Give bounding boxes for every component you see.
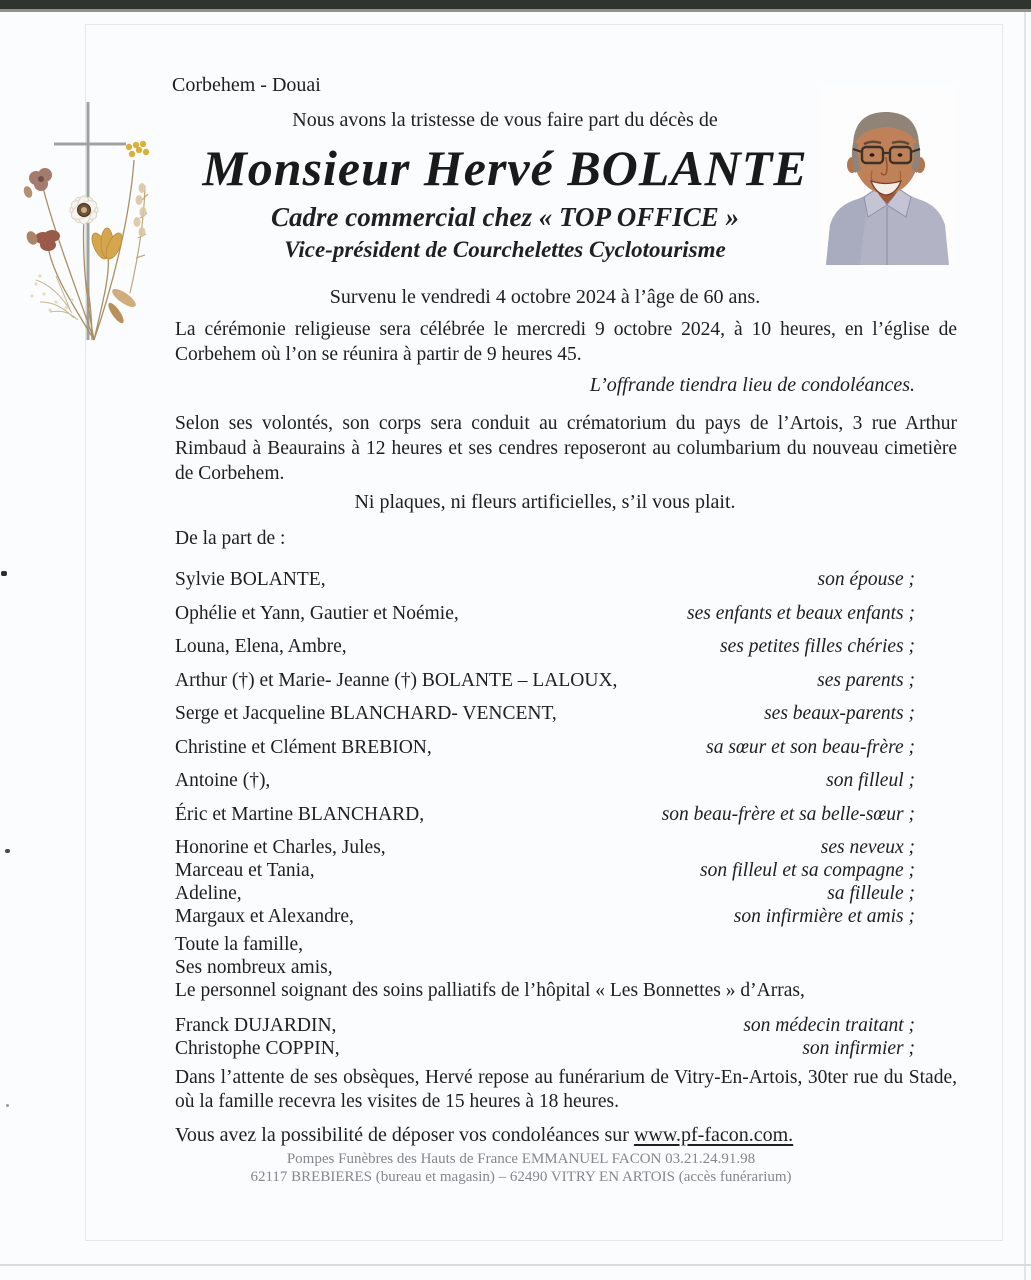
- family-name: Serge et Jacqueline BLANCHARD- VENCENT,: [175, 703, 557, 724]
- family-list: [175, 568, 915, 1060]
- family-row: [175, 1014, 915, 1037]
- resting-place-paragraph: Dans l’attente de ses obsèques, Hervé repose au funérarium de Vitry-En-Artois, 30ter rue du Stade, où la famille recevra les visites de 15 heures à 18 heures.: [175, 1067, 957, 1112]
- family-row: [175, 568, 915, 591]
- family-relation: sa filleule ;: [827, 883, 915, 904]
- family-row: [175, 635, 915, 658]
- scan-speck: [6, 1104, 9, 1107]
- family-relation: ses neveux ;: [820, 837, 915, 858]
- paper-edge-bottom: [0, 1264, 1031, 1266]
- family-name: Margaux et Alexandre,: [175, 906, 354, 927]
- family-name: Louna, Elena, Ambre,: [175, 636, 347, 657]
- scan-speck: [1, 571, 7, 576]
- announcement-intro: Nous avons la tristesse de vous faire part du décès de: [292, 109, 718, 131]
- family-name: Christine et Clément BREBION,: [175, 736, 432, 758]
- deceased-association-title: Vice-président de Courchelettes Cyclotourisme: [284, 237, 726, 262]
- family-name: Franck DUJARDIN,: [175, 1015, 337, 1036]
- family-name: Christophe COPPIN,: [175, 1038, 340, 1059]
- family-row: [175, 702, 915, 725]
- family-row: [175, 882, 915, 905]
- family-name: Éric et Martine BLANCHARD,: [175, 803, 425, 825]
- family-row: [175, 905, 915, 928]
- family-relation: ses petites filles chéries ;: [720, 636, 915, 657]
- family-name: Toute la famille,: [175, 934, 304, 955]
- family-name: Arthur (†) et Marie- Jeanne (†) BOLANTE – LALOUX,: [175, 669, 618, 691]
- paper-edge-right: [1024, 12, 1026, 1280]
- family-row: [175, 979, 915, 1002]
- from-heading: De la part de :: [175, 528, 286, 549]
- condolences-website-link[interactable]: www.pf-facon.com.: [633, 1124, 794, 1146]
- header-block: [60, 109, 950, 263]
- family-relation: son filleul ;: [826, 770, 915, 791]
- family-name: Le personnel soignant des soins palliatifs de l’hôpital « Les Bonnettes » d’Arras,: [175, 980, 805, 1001]
- family-name: Sylvie BOLANTE,: [175, 569, 326, 590]
- funeral-home-line2: 62117 BREBIERES (bureau et magasin) – 62490 VITRY EN ARTOIS (accès funérarium): [250, 1168, 792, 1185]
- family-relation: son filleul et sa compagne ;: [699, 860, 915, 881]
- family-name: Ses nombreux amis,: [175, 957, 333, 978]
- family-name: Antoine (†),: [175, 770, 271, 791]
- funeral-home-footer: [85, 1151, 957, 1186]
- family-relation: ses enfants et beaux enfants ;: [687, 602, 915, 624]
- condolences-line: [175, 1124, 793, 1147]
- condolences-text: Vous avez la possibilité de déposer vos condoléances sur: [175, 1124, 634, 1146]
- family-row: [175, 769, 915, 792]
- cremation-paragraph: Selon ses volontés, son corps sera conduit au crématorium du pays de l’Artois, 3 rue Arthur Rimbaud à Beaurains à 12 heures et ses cendres reposeront au columbarium du nouveau cimetière de Corbehem.: [175, 413, 957, 484]
- family-row: [175, 836, 915, 859]
- family-name: Ophélie et Yann, Gautier et Noémie,: [175, 602, 459, 624]
- family-name: Adeline,: [175, 883, 242, 904]
- ceremony-paragraph: La cérémonie religieuse sera célébrée le mercredi 9 octobre 2024, à 10 heures, en l’église de Corbehem où l’on se réunira à partir de 9 heures 45.: [175, 319, 957, 365]
- family-name: Marceau et Tania,: [175, 860, 315, 881]
- family-row: [175, 956, 915, 979]
- scanner-edge-top-shadow: [0, 9, 1031, 12]
- scan-speck: [5, 849, 10, 853]
- funeral-home-line1: Pompes Funèbres des Hauts de France EMMANUEL FACON 03.21.24.91.98: [286, 1151, 756, 1167]
- family-row: [175, 736, 915, 759]
- family-row: [175, 933, 915, 956]
- family-relation: [903, 979, 915, 1002]
- family-row: [175, 602, 915, 625]
- location-line: Corbehem - Douai: [172, 74, 321, 96]
- family-row: [175, 859, 915, 882]
- family-name: Honorine et Charles, Jules,: [175, 837, 386, 858]
- deceased-name-title: Monsieur Hervé BOLANTE: [202, 140, 808, 196]
- family-row: [175, 803, 915, 826]
- family-row: [175, 669, 915, 692]
- scanner-edge-top: [0, 0, 1031, 9]
- family-relation: son médecin traitant ;: [743, 1015, 915, 1036]
- no-flowers-line: Ni plaques, ni fleurs artificielles, s’il vous plait.: [354, 491, 736, 513]
- family-relation: son beau-frère et sa belle-sœur ;: [661, 803, 915, 825]
- family-relation: ses beaux-parents ;: [764, 703, 915, 724]
- death-date-line: Survenu le vendredi 4 octobre 2024 à l’âge de 60 ans.: [329, 286, 761, 308]
- family-relation: son épouse ;: [817, 569, 915, 590]
- family-relation: sa sœur et son beau-frère ;: [706, 736, 915, 758]
- deceased-job-title: Cadre commercial chez « TOP OFFICE »: [271, 202, 739, 232]
- offering-line: L’offrande tiendra lieu de condoléances.: [589, 374, 915, 396]
- family-relation: [903, 933, 915, 956]
- family-relation: [903, 956, 915, 979]
- family-relation: ses parents ;: [817, 669, 915, 691]
- family-relation: son infirmier ;: [802, 1038, 915, 1059]
- family-relation: son infirmière et amis ;: [733, 906, 915, 927]
- family-row: [175, 1037, 915, 1060]
